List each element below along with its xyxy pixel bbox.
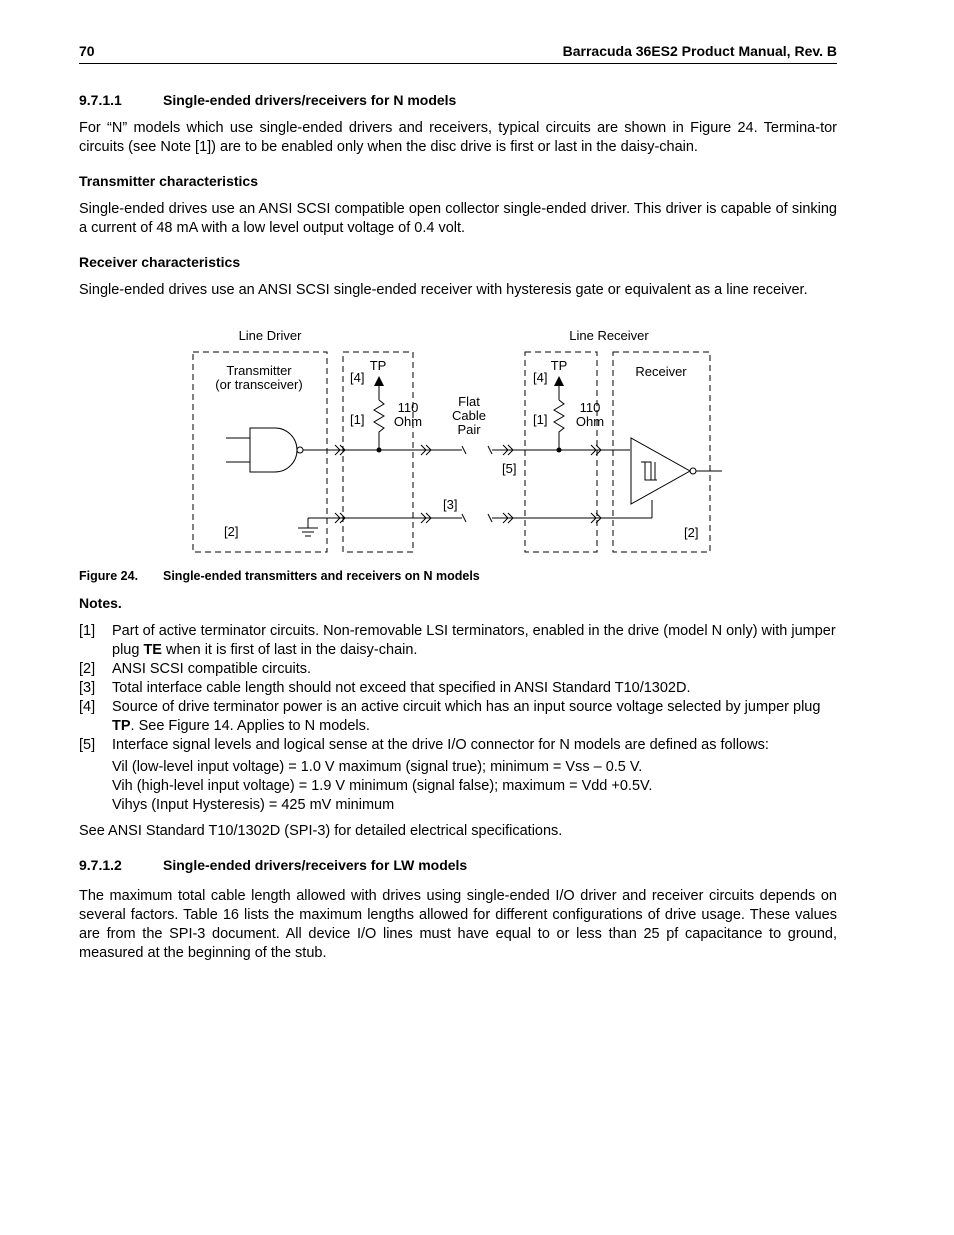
figure-number: Figure 24. xyxy=(79,569,139,583)
circuit-diagram xyxy=(0,320,954,565)
note-5 xyxy=(79,736,837,755)
transmitter-heading: Transmitter characteristics xyxy=(79,173,258,189)
note-text: Interface signal levels and logical sense at the drive I/O connector for N models are defined as follows: xyxy=(112,737,769,753)
note-4-text-c: . See Figure 14. Applies to N models. xyxy=(130,718,370,734)
resistor-right-icon xyxy=(554,400,564,450)
jumper-te: TE xyxy=(143,642,162,658)
note-tag: [1] xyxy=(79,623,96,639)
page-header xyxy=(79,43,837,64)
section-heading-9711 xyxy=(79,92,837,108)
note-tag: [3] xyxy=(79,680,96,696)
section-title: Single-ended drivers/receivers for N models xyxy=(163,92,457,108)
label-receiver: Receiver xyxy=(635,364,687,379)
label-note4-left: [4] xyxy=(350,370,365,385)
resistor-left-icon xyxy=(374,400,384,450)
label-ohm-unit-right: Ohm xyxy=(575,414,605,429)
label-note2-left: [2] xyxy=(224,524,239,539)
figure-caption xyxy=(79,569,837,583)
note-1-text-a: Part of active terminator circuits. Non-removable LSI terminators, enabled in the drive (model N only) with jumper plug xyxy=(112,623,836,658)
label-tp-right: TP xyxy=(550,358,568,373)
note-1-text-c: when it is first of last in the daisy-chain. xyxy=(161,642,418,658)
vih-spec: Vih (high-level input voltage) = 1.9 V minimum (signal false); maximum = Vdd +0.5V. xyxy=(112,778,653,794)
note-tag: [2] xyxy=(79,661,96,677)
label-note1-right: [1] xyxy=(533,412,548,427)
section-title: Single-ended drivers/receivers for LW models xyxy=(163,857,468,873)
jumper-tp: TP xyxy=(112,718,131,734)
figure-caption-text: Single-ended transmitters and receivers on N models xyxy=(163,569,480,583)
tp-arrow-left-icon xyxy=(374,376,384,386)
note-4-text-a: Source of drive terminator power is an active circuit which has an input source voltage selected by jumper plug xyxy=(112,699,821,715)
note-tag: [5] xyxy=(79,737,96,753)
see-also-paragraph: See ANSI Standard T10/1302D (SPI-3) for detailed electrical specifications. xyxy=(79,823,563,839)
label-line-driver: Line Driver xyxy=(238,328,302,343)
page-number: 70 xyxy=(79,43,95,59)
receiver-box xyxy=(613,352,710,552)
note-text xyxy=(112,698,837,736)
label-note4-right: [4] xyxy=(533,370,548,385)
label-ohm-unit-left: Ohm xyxy=(393,414,423,429)
label-note5: [5] xyxy=(502,461,517,476)
vihys-spec: Vihys (Input Hysteresis) = 425 mV minimum xyxy=(112,797,395,813)
section-heading-9712 xyxy=(79,857,837,873)
label-note2-right: [2] xyxy=(684,525,699,540)
section-number: 9.7.1.1 xyxy=(79,92,122,108)
note-1 xyxy=(79,622,837,660)
note-text: ANSI SCSI compatible circuits. xyxy=(112,661,312,677)
label-ohm-value-left: 110 xyxy=(397,400,419,415)
notes-heading: Notes. xyxy=(79,595,122,611)
note-text xyxy=(112,622,837,660)
section-intro-paragraph: For “N” models which use single-ended drivers and receivers, typical circuits are shown in Figure 24. Termina-tor circuits (see Note [1]) are to be enabled only when the disc drive is first or last in the daisy-chain. xyxy=(79,120,837,155)
receiver-paragraph: Single-ended drives use an ANSI SCSI single-ended receiver with hysteresis gate or equivalent as a line receiver. xyxy=(79,282,808,298)
ground-icon xyxy=(298,518,318,536)
note-tag: [4] xyxy=(79,699,96,715)
note-3 xyxy=(79,679,837,698)
label-line-receiver: Line Receiver xyxy=(569,328,649,343)
label-flat: Flat xyxy=(458,394,480,409)
label-cable: Cable xyxy=(452,408,486,423)
manual-title: Barracuda 36ES2 Product Manual, Rev. B xyxy=(562,43,837,59)
nand-gate-icon xyxy=(250,428,297,472)
label-tp-left: TP xyxy=(369,358,387,373)
label-pair: Pair xyxy=(457,422,481,437)
receiver-buffer-icon xyxy=(631,438,690,504)
vil-spec: Vil (low-level input voltage) = 1.0 V maximum (signal true); minimum = Vss – 0.5 V. xyxy=(112,759,643,775)
label-note3: [3] xyxy=(443,497,458,512)
transmitter-paragraph: Single-ended drives use an ANSI SCSI compatible open collector single-ended driver. This driver is capable of sinking a current of 48 mA with a low level output voltage of 0.4 volt. xyxy=(79,201,837,236)
label-ohm-value-right: 110 xyxy=(579,400,601,415)
receiver-heading: Receiver characteristics xyxy=(79,254,241,270)
label-transmitter: Transmitter xyxy=(226,363,292,378)
note-2 xyxy=(79,660,837,679)
section-2-paragraph: The maximum total cable length allowed with drives using single-ended I/O driver and receiver circuits depends on several factors. Table 16 lists the maximum lengths allowed for different configurations of drive usage. These values are from the SPI-3 document. All device I/O lines must have equal to or less than 25 pf capacitance to ground, measured at the beginning of the stub. xyxy=(79,888,837,961)
label-transceiver: (or transceiver) xyxy=(215,377,303,392)
tp-arrow-right-icon xyxy=(554,376,564,386)
notes-list xyxy=(79,622,837,815)
section-number: 9.7.1.2 xyxy=(79,857,122,873)
note-text: Total interface cable length should not exceed that specified in ANSI Standard T10/1302D. xyxy=(112,680,691,696)
note-4 xyxy=(79,698,837,736)
label-note1-left: [1] xyxy=(350,412,365,427)
